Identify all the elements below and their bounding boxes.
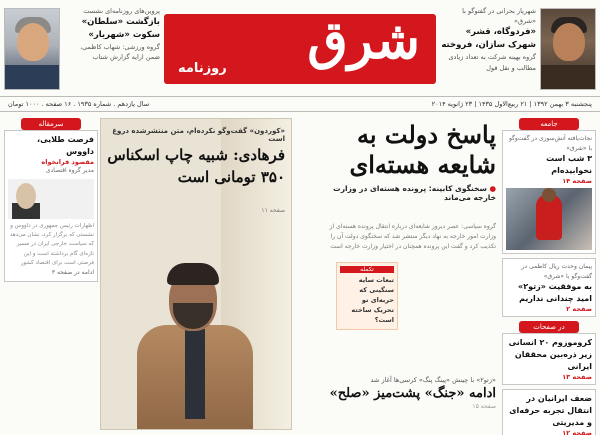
newspaper-logo	[164, 14, 436, 84]
editorial-title: فرصت طلایی، داووس	[37, 135, 94, 156]
photo-story-kicker: «کوردون» گفت‌وگو نکرده‌ام، متن منتشرشده دروغ است	[112, 127, 285, 143]
editorial-box[interactable]	[4, 130, 98, 282]
section-tag-editorial: سرمقاله	[21, 118, 81, 130]
masthead-left-kicker: پروین‌های روزنامه‌ای نشست	[83, 7, 160, 15]
page-ref: صفحه ۱۲	[562, 429, 592, 435]
main-kicker: ● سخنگوی کابینه: پرونده هسته‌ای در وزارت خارجه می‌ماند	[333, 184, 496, 202]
masthead-right-kicker: شهریار بحرانی در گفتوگو با «شرق»	[462, 7, 536, 26]
logo-subtitle: روزنامه	[178, 61, 227, 76]
continue-ref: ادامه در صفحه ۳	[51, 269, 94, 277]
story-title: کروموزوم ۲۰ انسانی زیر ذره‌بین محققان ایرانی	[508, 338, 592, 372]
masthead-right-headline[interactable]	[440, 6, 536, 73]
story-photo	[506, 188, 592, 250]
issue-info: سال یازدهم . شماره ۱۹۳۵ . ۱۶ صفحه . ۱۰۰۰ تومان	[8, 100, 150, 108]
page-ref: صفحه ۱۴	[562, 177, 592, 186]
story-title: ضعف ایرانیان در انتقال تجربه حرفه‌ای و مدیریتی	[509, 394, 592, 428]
bullet-icon: ●	[486, 184, 496, 193]
left-column	[4, 118, 98, 432]
photo-story-farhadi[interactable]	[100, 118, 292, 430]
main-story-sidebar	[336, 262, 398, 330]
page-ref: صفحه ۱۳	[562, 373, 592, 382]
story-kicker: نجات‌یافته آتش‌سوزی در گفت‌وگو با «شرق»	[508, 135, 592, 152]
story-chromosome[interactable]	[502, 333, 596, 385]
story-fire-survivor[interactable]	[502, 130, 596, 254]
story-geneva[interactable]	[502, 258, 596, 317]
date-strip	[0, 96, 600, 112]
photo-story-title: فرهادی: شبیه چاپ اسکناس ۳۵۰ تومانی است	[107, 146, 285, 186]
author-illustration	[8, 179, 94, 219]
issue-date: پنجشنبه ۳ بهمن ۱۳۹۲ | ۲۱ ربیع‌الاول ۱۴۳۵ | ۲۳ ژانویه ۲۰۱۴	[431, 100, 592, 108]
bottom-story[interactable]	[316, 376, 496, 410]
editorial-body: اظهارات رئیس جمهوری در داووس و نشستی که برگزار کرد، نشان می‌دهد که سیاست خارجی ایران در مسیر تازه‌ای گام برداشته است و این فرصتی است برای اقتصاد کشور	[9, 222, 94, 266]
masthead-left-body: گروه ورزشی: شهاب کاظمی، ضمن ارایه گزارش شتاب	[80, 43, 160, 62]
story-kicker: پیمان وحدت ریال کاظمی در گفت‌وگو با «شرق»	[521, 263, 592, 280]
sidebar-tag: تکمله	[340, 266, 394, 273]
editorial-author-role: مدیر گروه اقتصادی	[45, 167, 94, 174]
page-ref: صفحه ۱۵	[472, 403, 496, 410]
story-title: به موفقیت «زتو۲» امید چندانی نداریم	[518, 282, 592, 304]
main-headline: پاسخ دولت به شایعه هسته‌ای	[349, 120, 496, 179]
bottom-story-title: ادامه «جنگ» پشت‌میز «صلح»	[329, 386, 496, 401]
portrait-photo-right	[540, 8, 596, 90]
page-ref: صفحه ۲	[566, 305, 592, 314]
logo-wordmark: شرق	[307, 14, 420, 71]
bottom-story-kicker: «زتو۲» با چینش «پینگ پنگ» کرسی‌ها آغاز شد	[370, 376, 496, 384]
portrait-photo-left	[4, 8, 60, 90]
masthead-right-body: گروه بهینه شرکت به تعداد زیادی مطالب و نقل قول	[448, 53, 536, 72]
story-title: ۳ شب است نخوابیده‌ام	[546, 154, 592, 176]
right-column	[502, 118, 596, 435]
page-ref: صفحه ۱۱	[261, 207, 285, 214]
story-management[interactable]	[502, 389, 596, 435]
sidebar-text: تبعات سایه سنگینی که حربه‌ای نو تحریک ساخته است؟	[351, 276, 394, 325]
main-story-body: گروه سیاسی: عصر دیروز شایعه‌ای درباره انتقال پرونده هسته‌ای از وزارت امور خارجه به نهاد دیگر منتشر شد که سخنگوی دولت آن را تکذیب کرد و گفت این پرونده همچنان در اختیار وزارت خارجه است	[329, 223, 496, 250]
section-tag-in-pages: در صفحات	[519, 321, 579, 333]
masthead	[0, 0, 600, 112]
masthead-left-title: بازگشت «سلطان» سکوت «شهریار»	[81, 17, 160, 41]
main-story-header[interactable]	[316, 120, 496, 202]
section-tag-society: جامعه	[519, 118, 579, 130]
masthead-right-title: «فردوگاه، قشر» شهرک سازان، فروخته	[441, 27, 536, 51]
masthead-left-headline[interactable]	[64, 6, 160, 63]
editorial-author: مقصود فرانخواه	[41, 158, 94, 166]
